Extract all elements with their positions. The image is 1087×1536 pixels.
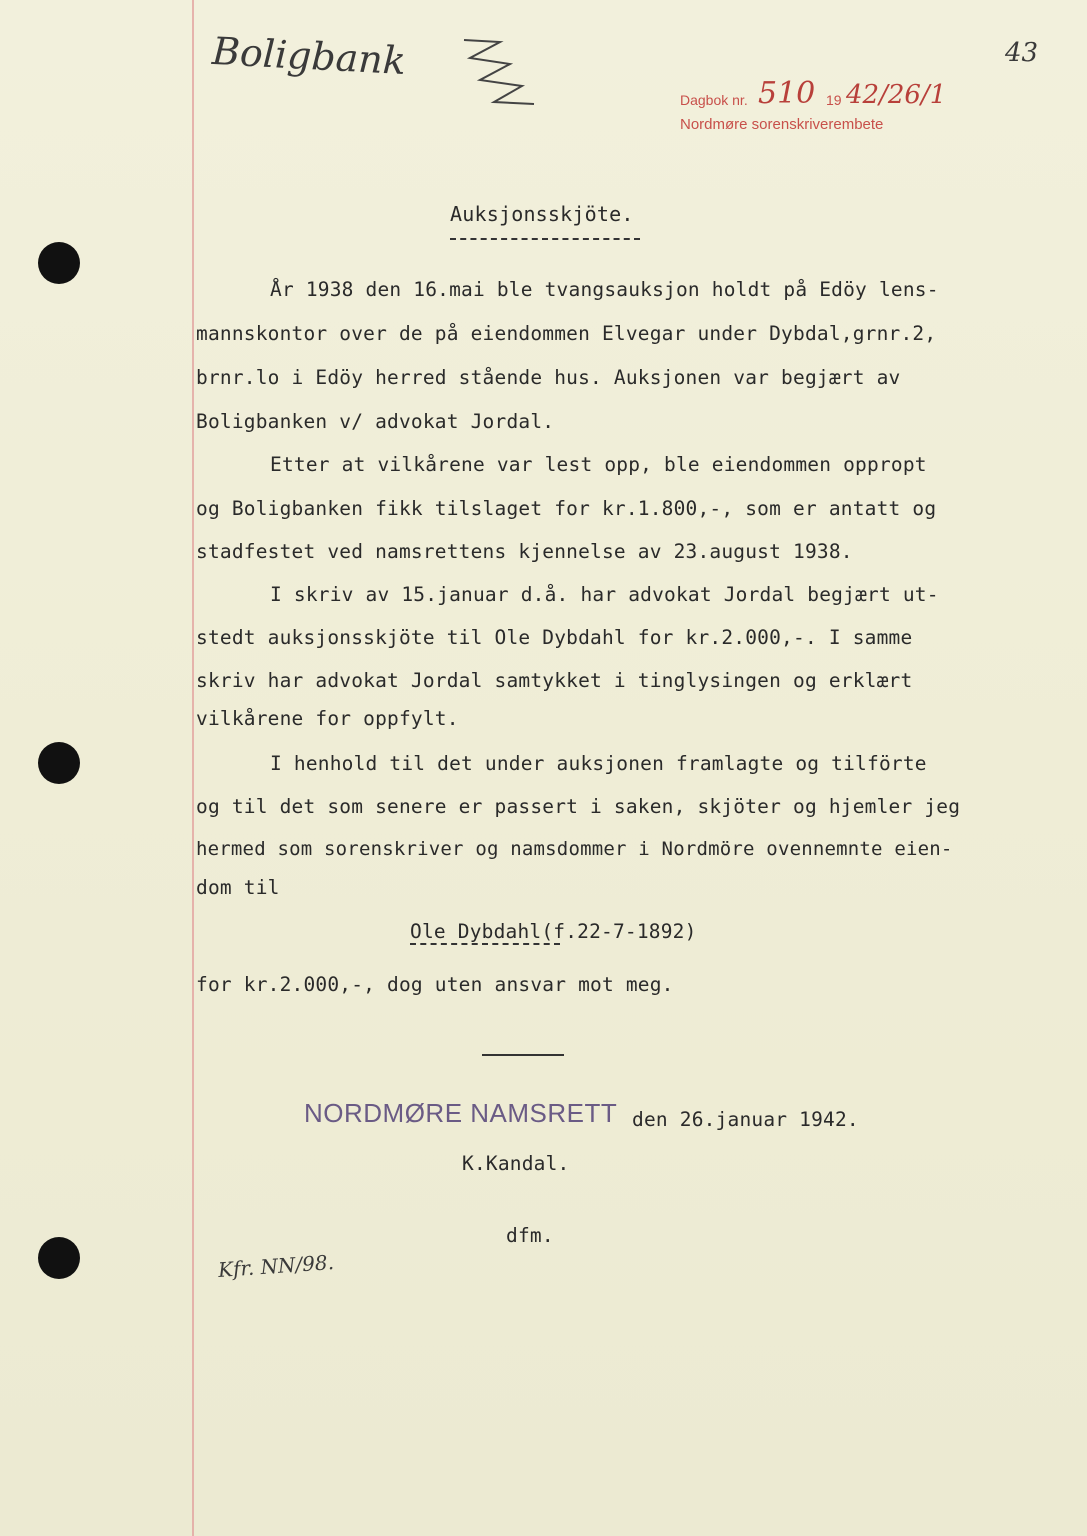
stamp-year-handwritten: 42/26/1 — [846, 80, 947, 110]
initials: dfm. — [506, 1224, 554, 1247]
punch-hole — [38, 242, 80, 284]
date-line: den 26.januar 1942. — [632, 1108, 859, 1131]
body-line: I henhold til det under auksjonen framlagte og tilförte — [270, 752, 927, 775]
body-line: hermed som sorenskriver og namsdommer i Nordmöre ovennemnte eien- — [196, 838, 953, 860]
stamp-dagbok-label: Dagbok nr. — [680, 92, 748, 108]
body-line: og Boligbanken fikk tilslaget for kr.1.800,-, som er antatt og — [196, 497, 937, 520]
body-line: Etter at vilkårene var lest opp, ble eiendommen oppropt — [270, 453, 927, 476]
separator-rule — [482, 1054, 564, 1056]
body-line: brnr.lo i Edöy herred stående hus. Auksjonen var begjært av — [196, 366, 901, 389]
price-line: for kr.2.000,-, dog uten ansvar mot meg. — [196, 973, 674, 996]
body-line: mannskontor over de på eiendommen Elvegar under Dybdal,grnr.2, — [196, 322, 937, 345]
body-line: stedt auksjonsskjöte til Ole Dybdahl for kr.2.000,-. I samme — [196, 626, 913, 649]
handwritten-note: Kfr. NN/98. — [217, 1249, 335, 1283]
body-line: Boligbanken v/ advokat Jordal. — [196, 410, 555, 433]
handwritten-title: Boligbank — [210, 28, 407, 84]
body-line: vilkårene for oppfylt. — [196, 707, 459, 730]
stamp-year-prefix: 19 — [826, 92, 842, 108]
signature: K.Kandal. — [462, 1152, 570, 1175]
handwritten-squiggle — [460, 30, 540, 110]
body-line: stadfestet ved namsrettens kjennelse av 23.august 1938. — [196, 540, 853, 563]
body-line: I skriv av 15.januar d.å. har advokat Jordal begjært ut- — [270, 583, 939, 606]
punch-hole — [38, 742, 80, 784]
title-underline — [450, 238, 640, 240]
grantee-line: Ole Dybdahl(f.22-7-1892) — [410, 920, 697, 943]
punch-hole — [38, 1237, 80, 1279]
body-line: År 1938 den 16.mai ble tvangsauksjon holdt på Edöy lens- — [270, 278, 939, 301]
stamp-office: Nordmøre sorenskriverembete — [680, 116, 884, 133]
margin-line — [192, 0, 194, 1536]
stamp-number: 510 — [758, 76, 816, 111]
court-stamp: NORDMØRE NAMSRETT — [304, 1098, 618, 1128]
body-line: skriv har advokat Jordal samtykket i tinglysingen og erklært — [196, 669, 913, 692]
page-number: 43 — [1005, 38, 1039, 68]
body-line: dom til — [196, 876, 280, 899]
document-title: Auksjonsskjöte. — [450, 202, 634, 226]
body-line: og til det som senere er passert i saken, skjöter og hjemler jeg — [196, 795, 961, 818]
grantee-underline — [410, 943, 560, 945]
